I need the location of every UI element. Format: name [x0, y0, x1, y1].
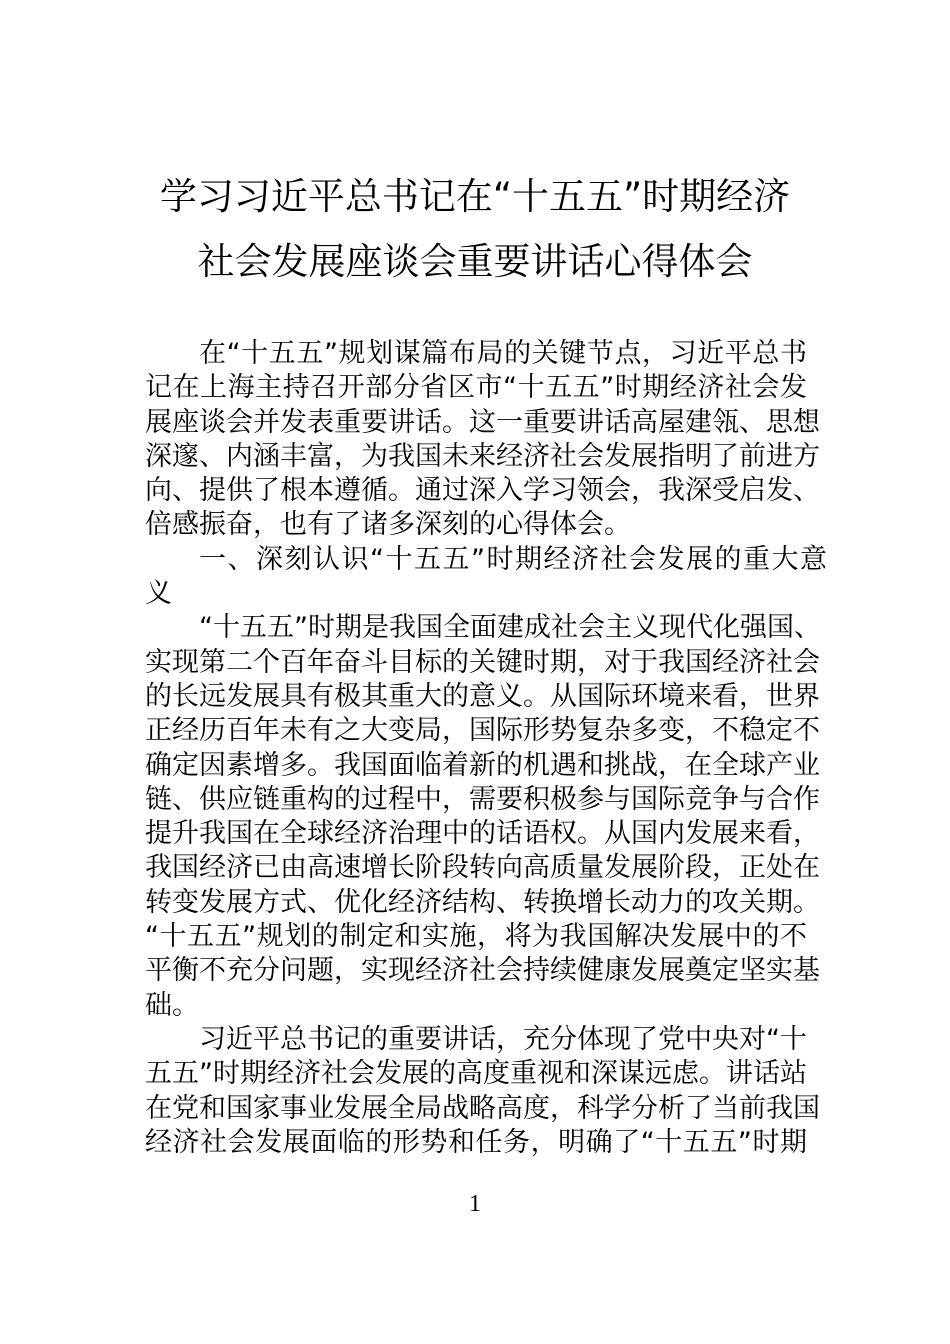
- text-line: 础。: [145, 989, 199, 1021]
- text-line: 实现第二个百年奋斗目标的关键时期，对于我国经济社会: [145, 646, 820, 678]
- text-line: 正经历百年未有之大变局，国际形势复杂多变，不稳定不: [145, 715, 820, 747]
- text-line: 链、供应链重构的过程中，需要积极参与国际竞争与合作: [145, 783, 820, 815]
- section-heading-1: [145, 543, 829, 612]
- paragraph-intro: [145, 337, 820, 543]
- text-line: 提升我国在全球经济治理中的话语权。从国内发展来看，: [145, 818, 820, 850]
- text-line: 在党和国家事业发展全局战略高度，科学分析了当前我国: [145, 1092, 820, 1124]
- text-line: 五五”时期经济社会发展的高度重视和深谋远虑。讲话站: [145, 1058, 807, 1090]
- text-line: “十五五”规划的制定和实施，将为我国解决发展中的不: [145, 921, 807, 953]
- text-line: 转变发展方式、优化经济结构、转换增长动力的攻关期。: [145, 886, 820, 918]
- text-line: 倍感振奋，也有了诸多深刻的心得体会。: [145, 509, 631, 541]
- text-line: 展座谈会并发表重要讲话。这一重要讲话高屋建瓴、思想: [145, 406, 820, 438]
- text-line: 在“十五五”规划谋篇布局的关键节点，习近平总书: [199, 338, 807, 369]
- page-number: 1: [469, 1191, 481, 1217]
- text-line: 记在上海主持召开部分省区市“十五五”时期经济社会发: [145, 372, 807, 404]
- text-line: 深邃、内涵丰富，为我国未来经济社会发展指明了前进方: [145, 440, 820, 472]
- paragraph-significance: [145, 611, 821, 1023]
- text-line: 习近平总书记的重要讲话，充分体现了党中央对“十: [199, 1023, 807, 1055]
- paragraph-speech: [145, 1023, 820, 1160]
- text-line: 经济社会发展面临的形势和任务，明确了“十五五”时期: [145, 1126, 807, 1158]
- document-title-line-2: 社会发展座谈会重要讲话心得体会: [197, 240, 753, 283]
- heading-line: 一、深刻认识“十五五”时期经济社会发展的重大意: [199, 543, 829, 575]
- text-line: 我国经济已由高速增长阶段转向高质量发展阶段，正处在: [145, 852, 820, 884]
- text-line: 平衡不充分问题，实现经济社会持续健康发展奠定坚实基: [145, 955, 820, 987]
- text-line: “十五五”时期是我国全面建成社会主义现代化强国、: [199, 612, 821, 644]
- heading-line: 义: [145, 578, 172, 610]
- document-title-line-1: 学习习近平总书记在“十五五”时期经济: [159, 175, 791, 218]
- text-line: 确定因素增多。我国面临着新的机遇和挑战，在全球产业: [145, 749, 820, 781]
- text-line: 的长远发展具有极其重大的意义。从国际环境来看，世界: [145, 680, 820, 712]
- text-line: 向、提供了根本遵循。通过深入学习领会，我深受启发、: [145, 475, 820, 507]
- document-body: [145, 337, 829, 1160]
